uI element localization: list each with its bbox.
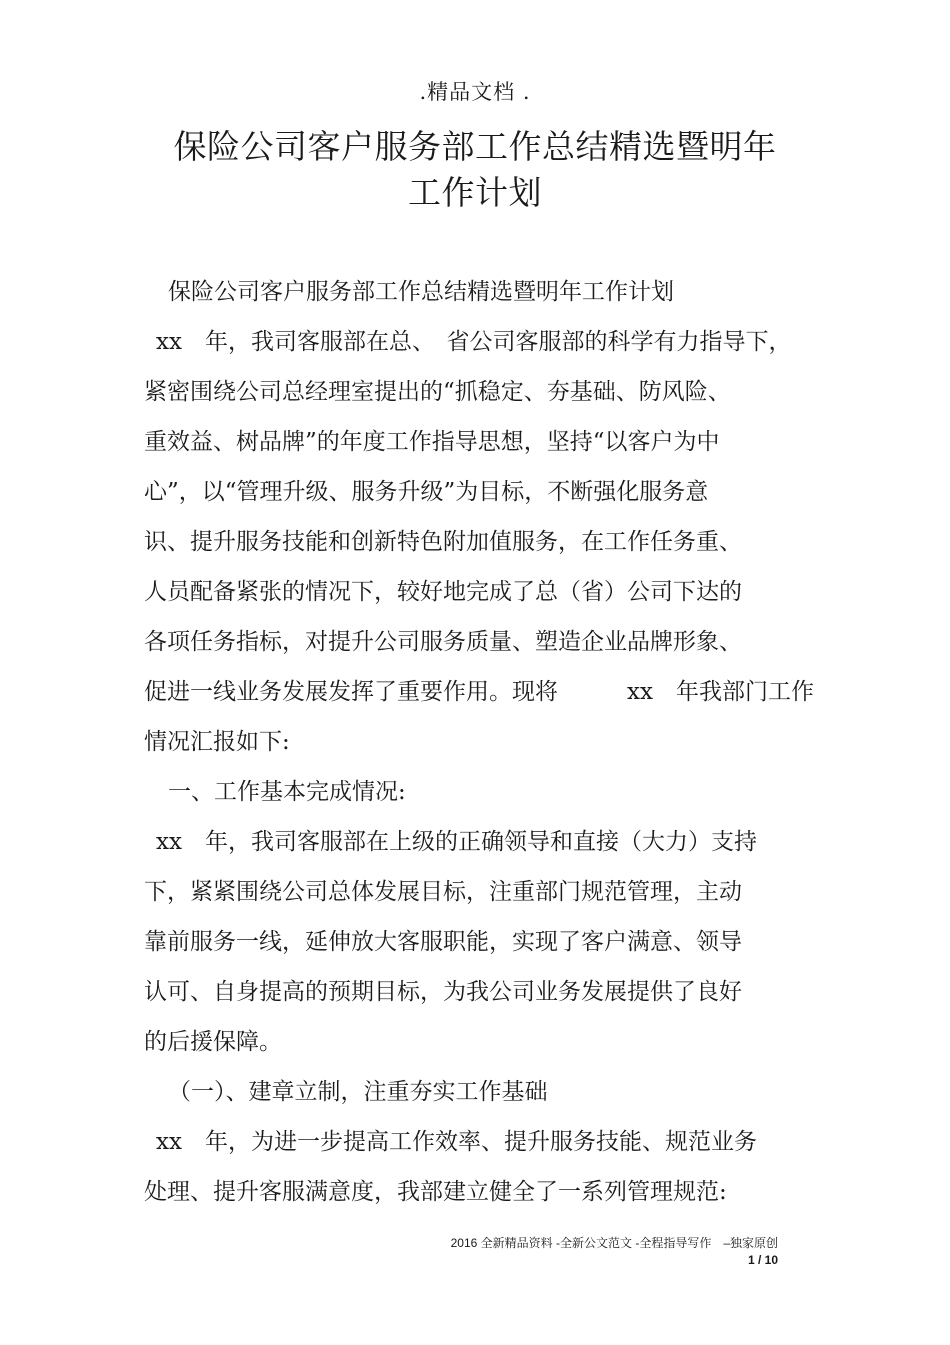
body-line: 处理、提升客服满意度，我部建立健全了一系列管理规范: [144,1179,727,1205]
body-line: 的后援保障。 [144,1029,282,1055]
section-heading: 一、工作基本完成情况: [168,779,406,805]
body-line: xx 年，我司客服部在总、 省公司客服部的科学有力指导下， [156,329,792,355]
body-line: 促进一线业务发展发挥了重要作用。现将 xx 年我部门工作 [144,679,814,705]
body-line: 人员配备紧张的情况下，较好地完成了总（省）公司下达的 [144,579,742,605]
page-number: 1 / 10 [747,1253,778,1267]
body-line: 心”，以“管理升级、服务升级”为目标，不断强化服务意 [144,479,709,505]
subsection-heading: （一）、建章立制，注重夯实工作基础 [168,1079,548,1105]
body-line: xx 年，我司客服部在上级的正确领导和直接（大力）支持 [156,829,757,855]
title-line-1: 保险公司客户服务部工作总结精选暨明年 [173,127,777,166]
body-line: 重效益、树品牌”的年度工作指导思想，坚持“以客户为中 [144,429,720,455]
body-line: 保险公司客户服务部工作总结精选暨明年工作计划 [168,279,674,305]
body-line: 靠前服务一线，延伸放大客服职能，实现了客户满意、领导 [144,929,742,955]
body-line: 各项任务指标，对提升公司服务质量、塑造企业品牌形象、 [144,629,742,655]
body-line: 下，紧紧围绕公司总体发展目标，注重部门规范管理，主动 [144,879,742,905]
body-line: 紧密围绕公司总经理室提出的“抓稳定、夯基础、防风险、 [144,379,731,405]
body-line: xx 年，为进一步提高工作效率、提升服务技能、规范业务 [156,1129,757,1155]
footer-note: 2016 全新精品资料 -全新公文范文 -全程指导写作 –独家原创 [450,1236,778,1250]
body-line: 识、提升服务技能和创新特色附加值服务，在工作任务重、 [144,529,742,555]
title-line-2: 工作计划 [408,173,542,212]
page-header: .精品文档 . [419,80,531,104]
body-line: 认可、自身提高的预期目标，为我公司业务发展提供了良好 [144,979,742,1005]
document-title [0,124,950,216]
body-line: 情况汇报如下: [144,729,290,755]
